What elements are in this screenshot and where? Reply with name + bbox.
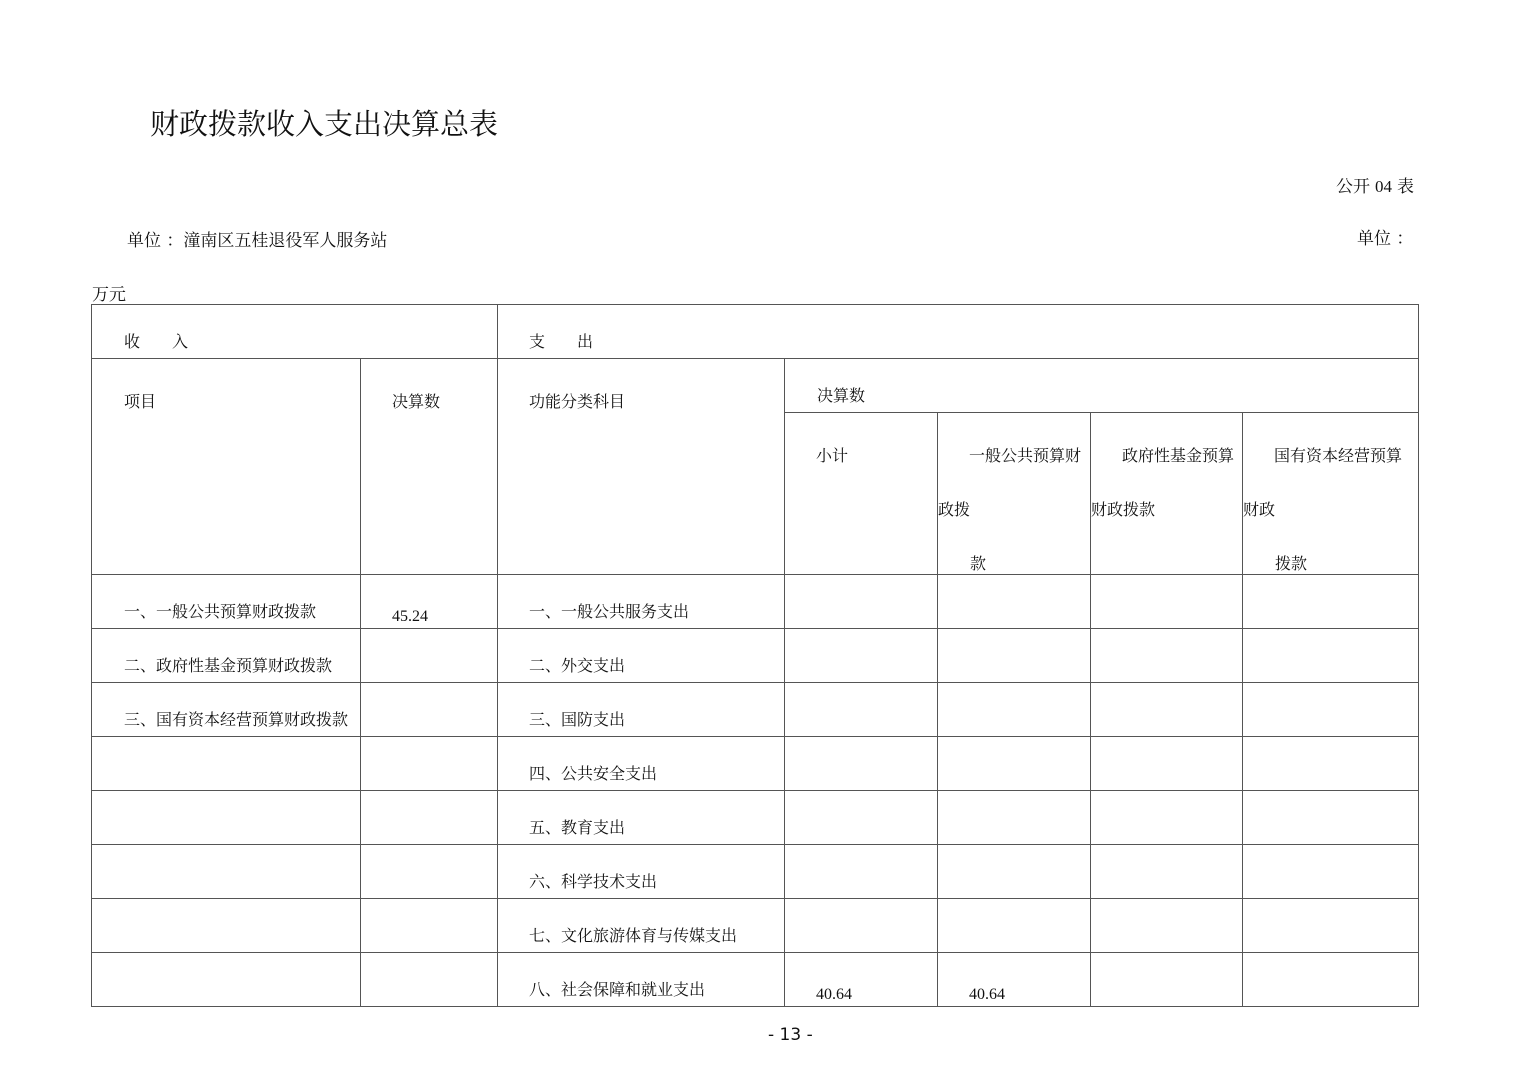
income-amount-cell bbox=[361, 683, 498, 737]
table-row bbox=[92, 575, 1419, 629]
fund-cell bbox=[1091, 737, 1243, 791]
fund-cell bbox=[1091, 629, 1243, 683]
income-item-cell bbox=[92, 575, 361, 629]
general-header-line3: 款 bbox=[970, 554, 987, 573]
subtotal-header-cell bbox=[785, 413, 938, 575]
general-cell bbox=[938, 791, 1091, 845]
amount-header: 决算数 bbox=[392, 392, 441, 411]
general-header-line2: 政拨 bbox=[938, 500, 971, 519]
income-amount-cell bbox=[361, 791, 498, 845]
state-header-line2: 财政 bbox=[1243, 500, 1276, 519]
table-row bbox=[92, 899, 1419, 953]
income-amount-cell bbox=[361, 629, 498, 683]
final-header-cell bbox=[785, 359, 1419, 413]
fund-header-line2: 财政拨款 bbox=[1091, 500, 1156, 519]
subtotal-cell bbox=[785, 737, 938, 791]
general-header-cell bbox=[938, 413, 1091, 575]
fund-value bbox=[1091, 1004, 1242, 1006]
table-row bbox=[92, 683, 1419, 737]
fund-cell bbox=[1091, 899, 1243, 953]
table-row bbox=[92, 791, 1419, 845]
page-number: - 13 - bbox=[768, 1025, 813, 1045]
fund-cell bbox=[1091, 953, 1243, 1007]
state-header-line3: 拨款 bbox=[1275, 554, 1308, 573]
expense-item: 八、社会保障和就业支出 bbox=[529, 980, 706, 999]
unit-label: 单位 ： bbox=[1357, 229, 1414, 249]
expense-item-cell bbox=[498, 629, 785, 683]
subtotal-header: 小计 bbox=[816, 446, 849, 465]
expense-item: 七、文化旅游体育与传媒支出 bbox=[529, 926, 738, 945]
subtotal-cell bbox=[785, 575, 938, 629]
expense-item: 五、教育支出 bbox=[529, 818, 626, 837]
state-cell bbox=[1243, 737, 1419, 791]
income-item-cell bbox=[92, 629, 361, 683]
income-item-cell bbox=[92, 899, 361, 953]
general-cell bbox=[938, 953, 1091, 1007]
table-row bbox=[92, 953, 1419, 1007]
income-item bbox=[92, 784, 360, 790]
table-row bbox=[92, 845, 1419, 899]
income-amount-cell bbox=[361, 575, 498, 629]
fund-cell bbox=[1091, 683, 1243, 737]
expense-item-cell bbox=[498, 683, 785, 737]
income-header: 收 入 bbox=[124, 332, 189, 351]
page-title: 财政拨款收入支出决算总表 bbox=[150, 107, 499, 141]
general-header-line1: 一般公共预算财 bbox=[969, 446, 1082, 465]
fiscal-table bbox=[91, 304, 1419, 1007]
table-tag-prefix: 公开 bbox=[1336, 177, 1370, 197]
income-item bbox=[92, 838, 360, 844]
expense-item-cell bbox=[498, 845, 785, 899]
fund-cell bbox=[1091, 845, 1243, 899]
unit-organization: 单位 ：潼南区五桂退役军人服务站 bbox=[127, 231, 388, 251]
income-amount-cell bbox=[361, 899, 498, 953]
income-amount: 45.24 bbox=[392, 608, 428, 625]
unit-amount: 万元 bbox=[92, 285, 126, 305]
expense-item-cell bbox=[498, 899, 785, 953]
state-value bbox=[1243, 1004, 1418, 1006]
func-header: 功能分类科目 bbox=[529, 392, 626, 411]
state-cell bbox=[1243, 791, 1419, 845]
subtotal-cell bbox=[785, 683, 938, 737]
item-header: 项目 bbox=[124, 392, 157, 411]
table-tag bbox=[1336, 172, 1414, 197]
income-item: 一、一般公共预算财政拨款 bbox=[124, 602, 317, 621]
income-amount-cell bbox=[361, 737, 498, 791]
income-amount bbox=[361, 1004, 497, 1006]
general-cell bbox=[938, 845, 1091, 899]
table-header-row-2 bbox=[92, 359, 1419, 413]
income-amount-cell bbox=[361, 953, 498, 1007]
table-header-row-1 bbox=[92, 305, 1419, 359]
income-amount-cell bbox=[361, 845, 498, 899]
income-item bbox=[92, 1000, 360, 1006]
final-header: 决算数 bbox=[817, 386, 866, 405]
state-cell bbox=[1243, 953, 1419, 1007]
state-header-cell bbox=[1243, 413, 1419, 575]
subtotal-cell bbox=[785, 629, 938, 683]
expense-item: 六、科学技术支出 bbox=[529, 872, 658, 891]
fund-cell bbox=[1091, 575, 1243, 629]
general-cell bbox=[938, 575, 1091, 629]
table-row bbox=[92, 629, 1419, 683]
table-tag-suffix: 表 bbox=[1397, 177, 1414, 197]
expense-item-cell bbox=[498, 953, 785, 1007]
expense-header: 支 出 bbox=[529, 332, 594, 351]
state-cell bbox=[1243, 575, 1419, 629]
state-cell bbox=[1243, 899, 1419, 953]
general-cell bbox=[938, 629, 1091, 683]
fund-header-line1: 政府性基金预算 bbox=[1122, 446, 1235, 465]
income-item-cell bbox=[92, 737, 361, 791]
income-item-cell bbox=[92, 791, 361, 845]
table-row bbox=[92, 737, 1419, 791]
general-cell bbox=[938, 899, 1091, 953]
subtotal-value: 40.64 bbox=[816, 986, 853, 1003]
income-item bbox=[92, 892, 360, 898]
fund-cell bbox=[1091, 791, 1243, 845]
income-item: 二、政府性基金预算财政拨款 bbox=[124, 656, 333, 675]
state-header-line1: 国有资本经营预算 bbox=[1274, 446, 1403, 465]
table-tag-number: 04 bbox=[1375, 177, 1392, 196]
general-cell bbox=[938, 683, 1091, 737]
fund-header-cell bbox=[1091, 413, 1243, 575]
state-cell bbox=[1243, 629, 1419, 683]
income-item-cell bbox=[92, 683, 361, 737]
subtotal-cell bbox=[785, 845, 938, 899]
subtotal-cell bbox=[785, 791, 938, 845]
income-item-cell bbox=[92, 845, 361, 899]
expense-item-cell bbox=[498, 791, 785, 845]
state-cell bbox=[1243, 845, 1419, 899]
expense-item-cell bbox=[498, 575, 785, 629]
item-header-cell bbox=[92, 359, 361, 575]
general-value: 40.64 bbox=[969, 986, 1006, 1003]
expense-header-cell bbox=[498, 305, 1419, 359]
expense-item: 四、公共安全支出 bbox=[529, 764, 658, 783]
amount-header-cell bbox=[361, 359, 498, 575]
func-header-cell bbox=[498, 359, 785, 575]
expense-item: 三、国防支出 bbox=[529, 710, 626, 729]
expense-item-cell bbox=[498, 737, 785, 791]
expense-item: 二、外交支出 bbox=[529, 656, 626, 675]
state-cell bbox=[1243, 683, 1419, 737]
income-item: 三、国有资本经营预算财政拨款 bbox=[124, 710, 349, 729]
income-item-cell bbox=[92, 953, 361, 1007]
income-header-cell bbox=[92, 305, 498, 359]
income-item bbox=[92, 946, 360, 952]
subtotal-cell bbox=[785, 899, 938, 953]
expense-item: 一、一般公共服务支出 bbox=[529, 602, 690, 621]
general-cell bbox=[938, 737, 1091, 791]
subtotal-cell bbox=[785, 953, 938, 1007]
